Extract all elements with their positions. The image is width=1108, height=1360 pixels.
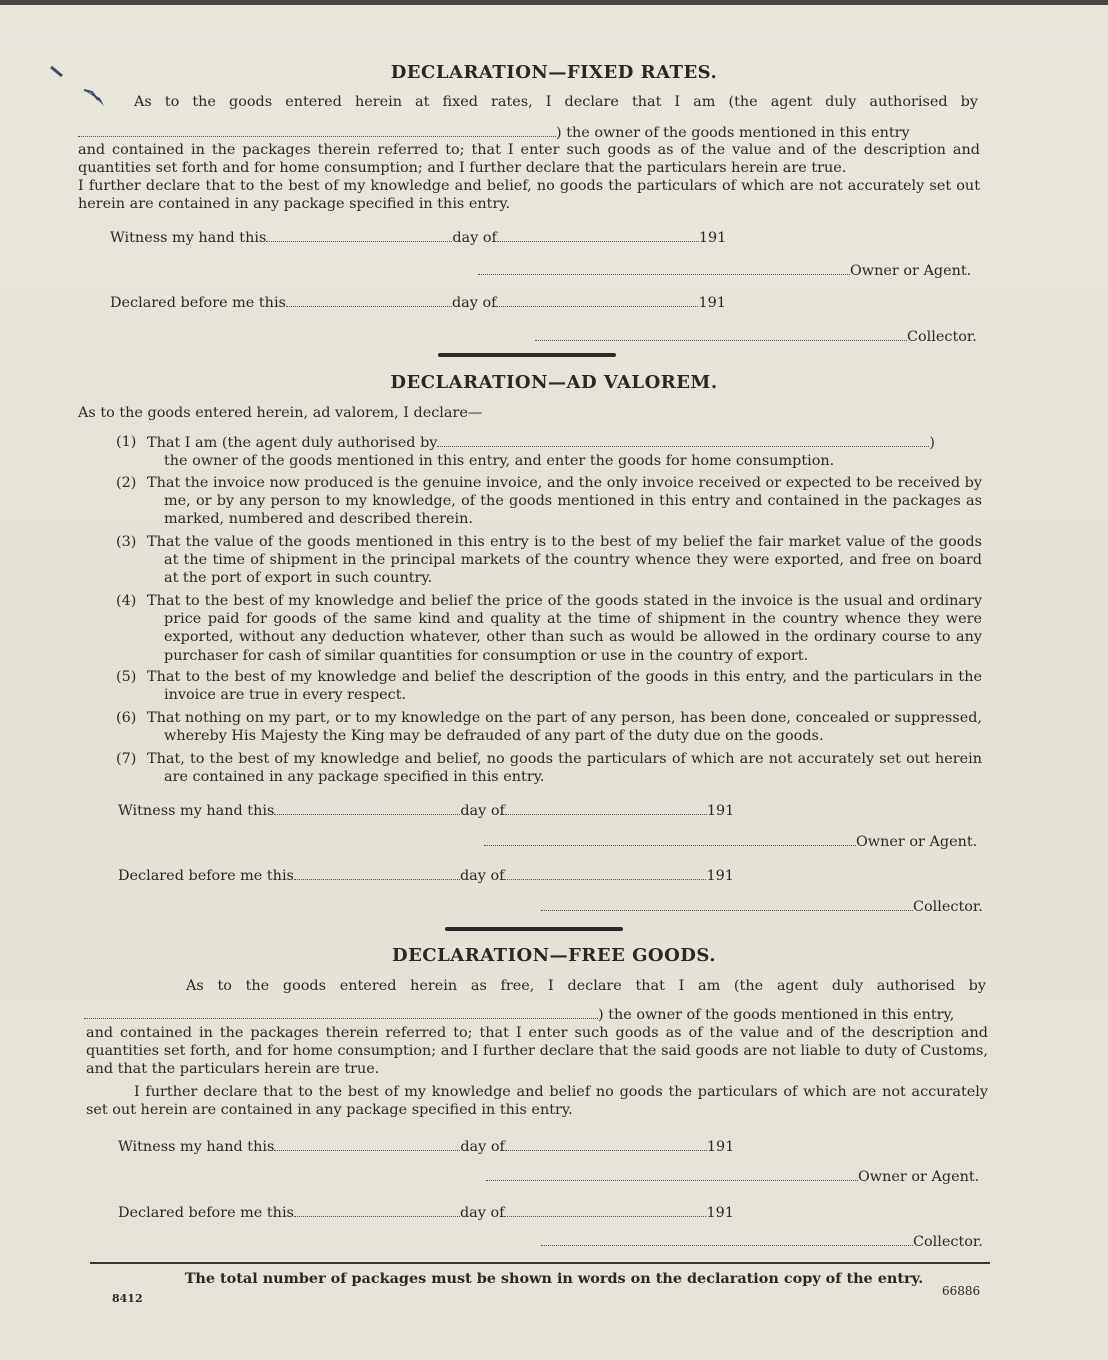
collector-label: Collector. <box>907 329 977 345</box>
year-label: 191 <box>706 1139 735 1155</box>
collector-label: Collector. <box>913 899 983 915</box>
witness-label: Witness my hand this <box>118 803 275 819</box>
fixed-rates-witness-line <box>110 228 726 246</box>
item-text: That to the best of my knowledge and belief the description of the goods in this entry, and the particulars in the invoice are true in every respect. <box>147 669 982 704</box>
free-goods-declared-line <box>118 1203 734 1221</box>
form-code-right: 66886 <box>942 1284 981 1298</box>
item-text: That to the best of my knowledge and belief the price of the goods stated in the invoice is the usual and ordinary price paid for goods of the same kind and quality at the time of shipment in the country whence they were exported, without any deduction whatever, other than such as would be allowed in the ordinary course to any purchaser for cash of similar quantities for consumption or use in the country of export. <box>147 593 982 664</box>
declared-label: Declared before me this <box>118 868 294 884</box>
section-divider <box>438 353 616 357</box>
item-number: (3) <box>116 534 137 550</box>
collector-label: Collector. <box>913 1234 983 1250</box>
day-of-label: day of <box>459 868 505 884</box>
free-goods-witness-line <box>118 1137 734 1155</box>
ad-valorem-intro: As to the goods entered herein, ad valorem, I declare— <box>78 405 483 421</box>
fixed-rates-opening-line: As to the goods entered herein at fixed rates, I declare that I am (the agent duly authorised by <box>134 94 978 110</box>
ad-valorem-collector-line <box>541 897 983 915</box>
list-item <box>116 668 982 704</box>
item-text: That the value of the goods mentioned in this entry is to the best of my belief the fair market value of the goods at the time of shipment in the principal markets of the country whence they were exported, and free on board at the port of export in such country. <box>147 534 982 587</box>
form-code-left: 8412 <box>112 1292 143 1305</box>
declared-month-blank[interactable] <box>504 866 706 880</box>
day-of-label: day of <box>451 295 497 311</box>
day-of-label: day of <box>452 230 497 246</box>
item-number: (2) <box>116 475 137 491</box>
day-of-label: day of <box>459 1205 505 1221</box>
free-goods-paragraph-1: and contained in the packages therein referred to; that I enter such goods as of the value and of the description and quantities set forth, and for home consumption; and I further declare that the said goods are not liable to duty of Customs, and that the particulars herein are true. <box>86 1025 988 1078</box>
free-goods-opening-line: As to the goods entered herein as free, I declare that I am (the agent duly authorised by <box>186 978 986 994</box>
item-text: That nothing on my part, or to my knowledge on the part of any person, has been done, concealed or suppressed, whereby His Majesty the King may be defrauded of any part of the duty due on the goods. <box>147 710 982 745</box>
declared-month-blank[interactable] <box>496 293 698 307</box>
witness-day-blank[interactable] <box>274 1137 460 1151</box>
authoriser-blank[interactable] <box>78 123 556 137</box>
item-number: (4) <box>116 593 137 609</box>
witness-month-blank[interactable] <box>497 228 699 242</box>
witness-day-blank[interactable] <box>266 228 452 242</box>
declared-label: Declared before me this <box>110 295 286 311</box>
item-tail: ) <box>929 435 936 451</box>
collector-signature-blank[interactable] <box>541 1232 913 1246</box>
list-item <box>116 474 982 529</box>
declared-day-blank[interactable] <box>294 1203 460 1217</box>
item-text-continued: the owner of the goods mentioned in this entry, and enter the goods for home consumption. <box>164 453 835 470</box>
year-label: 191 <box>706 868 734 884</box>
fixed-rates-paragraph-2: I further declare that to the best of my knowledge and belief, no goods the particulars of which are not accurately set out herein are contained in any package specified in this entry. <box>78 178 980 213</box>
free-goods-authoriser-line <box>84 1005 986 1023</box>
heading-ad-valorem: DECLARATION—AD VALOREM. <box>390 372 718 393</box>
year-label: 191 <box>698 230 727 246</box>
owner-signature-blank[interactable] <box>486 1167 858 1181</box>
witness-label: Witness my hand this <box>118 1139 275 1155</box>
list-item <box>116 533 982 588</box>
declared-label: Declared before me this <box>118 1205 294 1221</box>
witness-month-blank[interactable] <box>505 801 707 815</box>
year-label: 191 <box>706 803 735 819</box>
free-goods-collector-line <box>541 1232 983 1250</box>
owner-agent-label: Owner or Agent. <box>850 263 972 279</box>
item-text: That, to the best of my knowledge and belief, no goods the particulars of which are not accurately set out herein are contained in any package specified in this entry. <box>147 751 982 786</box>
item-text: That I am (the agent duly authorised by <box>147 435 438 451</box>
list-item <box>116 433 982 470</box>
owner-agent-label: Owner or Agent. <box>858 1169 980 1185</box>
collector-signature-blank[interactable] <box>541 897 913 911</box>
ad-valorem-owner-line <box>484 832 977 850</box>
footer-note: The total number of packages must be shown in words on the declaration copy of the entry. <box>184 1270 924 1287</box>
witness-day-blank[interactable] <box>274 801 460 815</box>
quill-mark-icon <box>82 88 108 108</box>
list-item <box>116 750 982 786</box>
owner-signature-blank[interactable] <box>484 832 856 846</box>
free-goods-owner-line <box>486 1167 979 1185</box>
item-number: (1) <box>116 434 137 450</box>
list-item <box>116 592 982 665</box>
heading-fixed-rates: DECLARATION—FIXED RATES. <box>390 62 718 83</box>
fixed-rates-owner-line <box>478 261 971 279</box>
fixed-rates-paragraph-1: and contained in the packages therein referred to; that I enter such goods as of the value and of the description and quantities set forth and for home consumption; and I further declare that the particulars herein are true. <box>78 142 980 177</box>
owner-agent-label: Owner or Agent. <box>856 834 978 850</box>
authoriser-blank[interactable] <box>84 1005 598 1019</box>
heading-free-goods: DECLARATION—FREE GOODS. <box>391 945 717 966</box>
list-item <box>116 709 982 745</box>
item-number: (5) <box>116 669 137 685</box>
section-divider <box>445 927 623 931</box>
declared-day-blank[interactable] <box>294 866 460 880</box>
owner-signature-blank[interactable] <box>478 261 850 275</box>
year-label: 191 <box>706 1205 734 1221</box>
declared-month-blank[interactable] <box>504 1203 706 1217</box>
free-goods-paragraph-2: I further declare that to the best of my knowledge and belief no goods the particulars of which are not accurately set out herein are contained in any package specified in this entry. <box>86 1084 988 1119</box>
collector-signature-blank[interactable] <box>535 327 907 341</box>
footer-rule <box>90 1262 990 1264</box>
fixed-rates-owner-text: ) the owner of the goods mentioned in this entry <box>556 125 910 141</box>
fixed-rates-authoriser-line <box>78 123 980 141</box>
year-label: 191 <box>698 295 726 311</box>
item-text: That the invoice now produced is the genuine invoice, and the only invoice received or expected to be received by me, or by any person to my knowledge, of the goods mentioned in this entry and contained in the packages as marked, numbered and described therein. <box>147 475 982 528</box>
ad-valorem-declared-line <box>118 866 734 884</box>
ad-valorem-witness-line <box>118 801 734 819</box>
item-number: (7) <box>116 751 137 767</box>
authoriser-blank[interactable] <box>437 433 929 447</box>
item-number: (6) <box>116 710 137 726</box>
day-of-label: day of <box>460 803 505 819</box>
day-of-label: day of <box>460 1139 505 1155</box>
declared-day-blank[interactable] <box>286 293 452 307</box>
fixed-rates-declared-line <box>110 293 726 311</box>
witness-label: Witness my hand this <box>110 230 267 246</box>
witness-month-blank[interactable] <box>505 1137 707 1151</box>
ink-mark-icon <box>50 66 64 78</box>
page-top-edge <box>0 0 1108 5</box>
fixed-rates-collector-line <box>535 327 977 345</box>
free-goods-owner-text: ) the owner of the goods mentioned in this entry, <box>598 1007 955 1023</box>
